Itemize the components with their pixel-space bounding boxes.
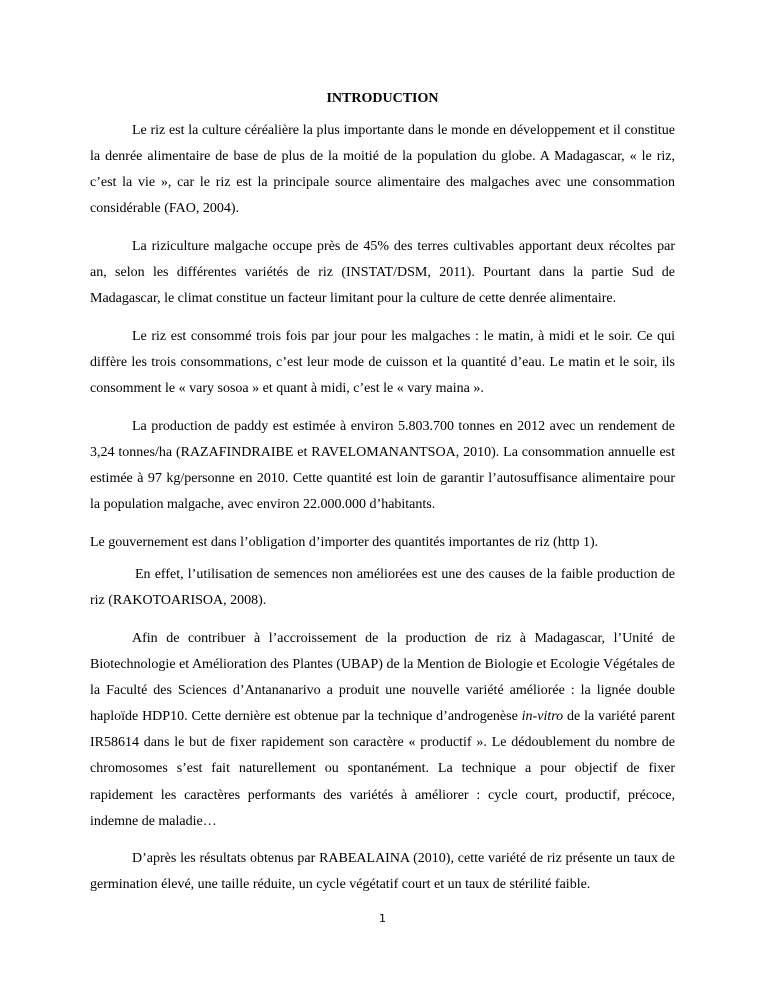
paragraph-4: La production de paddy est estimée à environ 5.803.700 tonnes en 2012 avec un rendement de 3,24 tonnes/ha (RAZAFINDRAIBE et RAVELOMANANTSOA, 2010). La consommation annuelle est estimée à 97 kg/personne en 2010. Cette quantité est loin de garantir l’autosuffisance alimentaire pour la population malgache, avec environ 22.000.000 d’habitants. — [90, 419, 675, 513]
paragraph-7 — [90, 626, 675, 835]
page-title: INTRODUCTION — [326, 91, 439, 106]
paragraph-7-text-end: de la variété parent IR58614 dans le but de fixer rapidement son caractère « productif ». Le dédoublement du nombre de chromosomes s’est fait naturellement ou spontanément. La technique a pour objectif de fixer rapidement les caractères performants des variétés à améliorer : cycle court, productif, précoce, indemne de maladie… — [90, 709, 675, 829]
paragraph-7-italic-term: in-vitro — [521, 709, 564, 725]
paragraph-8: D’après les résultats obtenus par RABEALAINA (2010), cette variété de riz présente un taux de germination élevé, une taille réduite, un cycle végétatif court et un taux de stérilité faible. — [90, 851, 675, 893]
paragraph-1: Le riz est la culture céréalière la plus importante dans le monde en développement et il constitue la denrée alimentaire de base de plus de la moitié de la population du globe. A Madagascar, « le riz, c’est la vie », car le riz est la principale source alimentaire des malgaches avec une consommation considérable (FAO, 2004). — [90, 123, 675, 217]
paragraph-3: Le riz est consommé trois fois par jour pour les malgaches : le matin, à midi et le soir. Ce qui diffère les trois consommations, c’est leur mode de cuisson et la quantité d’eau. Le matin et le soir, ils consomment le « vary sosoa » et quant à midi, c’est le « vary maina ». — [90, 329, 675, 397]
paragraph-2: La riziculture malgache occupe près de 45% des terres cultivables apportant deux récoltes par an, selon les différentes variétés de riz (INSTAT/DSM, 2011). Pourtant dans la partie Sud de Madagascar, le climat constitue un facteur limitant pour la culture de cette denrée alimentaire. — [90, 239, 675, 307]
paragraph-7-text-start: Afin de contribuer à l’accroissement de la production de riz à Madagascar, l’Unité de Biotechnologie et Amélioration des Plantes (UBAP) de la Mention de Biologie et Ecologie Végétales de la Faculté des Sciences d’Antananarivo a produit une nouvelle variété améliorée : la lignée double haploïde HDP10. Cette dernière est obtenue par la technique d’androgenèse — [90, 631, 675, 725]
paragraph-6: En effet, l’utilisation de semences non améliorées est une des causes de la faible production de riz (RAKOTOARISOA, 2008). — [90, 567, 675, 609]
paragraph-5: Le gouvernement est dans l’obligation d’importer des quantités importantes de riz (http 1). — [90, 535, 599, 550]
page-number: 1 — [379, 912, 386, 925]
